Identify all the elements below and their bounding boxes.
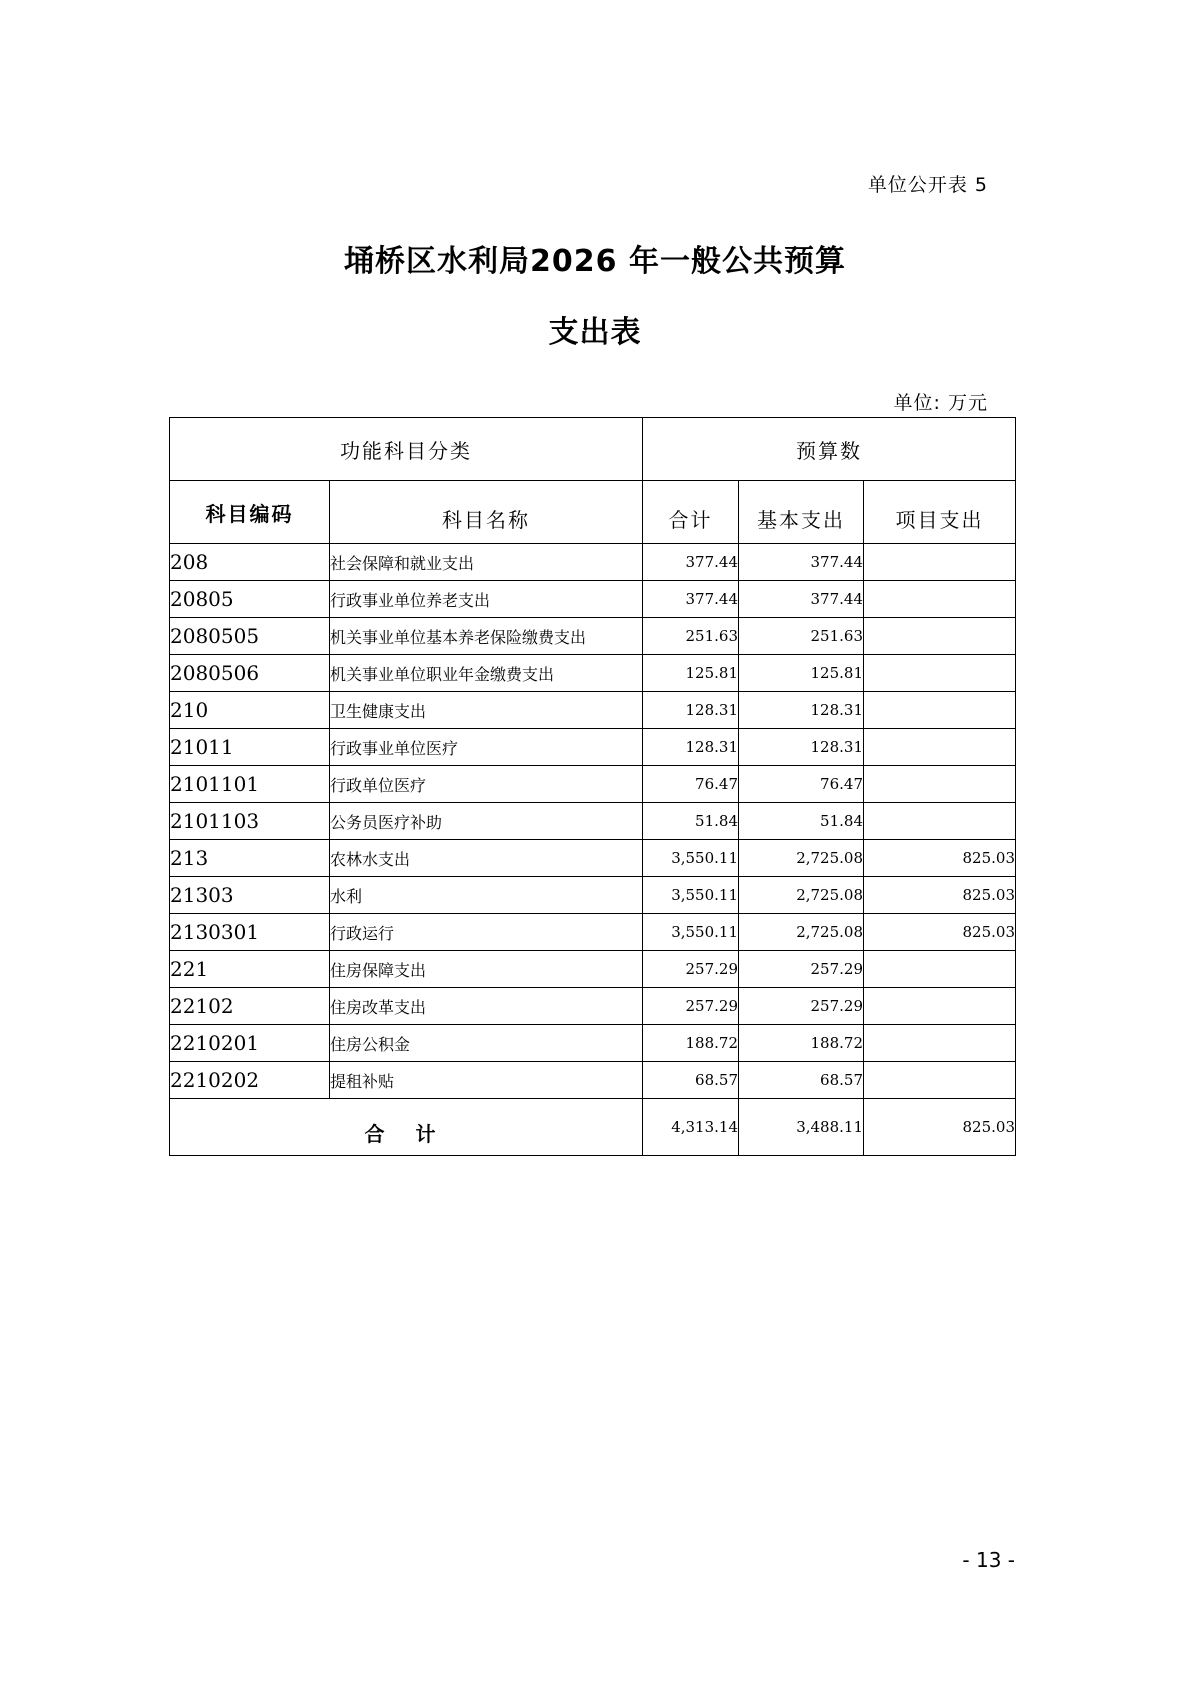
- row-total: 377.44: [643, 581, 739, 618]
- row-basic: 76.47: [739, 766, 864, 803]
- row-total: 51.84: [643, 803, 739, 840]
- row-code: 213: [170, 840, 330, 877]
- row-code: 208: [170, 544, 330, 581]
- table-row: [170, 766, 1016, 803]
- row-total: 188.72: [643, 1025, 739, 1062]
- row-total: 251.63: [643, 618, 739, 655]
- row-name: 住房保障支出: [330, 951, 643, 988]
- total-column-header: 合计: [643, 481, 739, 544]
- row-total: 3,550.11: [643, 914, 739, 951]
- table-row: [170, 803, 1016, 840]
- row-project: [864, 729, 1016, 766]
- row-total: 377.44: [643, 544, 739, 581]
- row-name: 公务员医疗补助: [330, 803, 643, 840]
- row-code: 2101103: [170, 803, 330, 840]
- row-basic: 128.31: [739, 692, 864, 729]
- table-row: [170, 618, 1016, 655]
- row-total: 3,550.11: [643, 840, 739, 877]
- row-name: 住房改革支出: [330, 988, 643, 1025]
- table-row: [170, 581, 1016, 618]
- total-amount: 4,313.14: [643, 1099, 739, 1156]
- row-project: [864, 766, 1016, 803]
- table-row: [170, 840, 1016, 877]
- row-total: 128.31: [643, 729, 739, 766]
- row-project: [864, 544, 1016, 581]
- row-code: 21011: [170, 729, 330, 766]
- row-code: 2080506: [170, 655, 330, 692]
- row-basic: 257.29: [739, 951, 864, 988]
- row-project: 825.03: [864, 840, 1016, 877]
- row-basic: 377.44: [739, 581, 864, 618]
- row-project: [864, 618, 1016, 655]
- total-row: [170, 1099, 1016, 1156]
- row-total: 128.31: [643, 692, 739, 729]
- table-row: [170, 729, 1016, 766]
- row-code: 21303: [170, 877, 330, 914]
- table-row: [170, 1025, 1016, 1062]
- row-basic: 377.44: [739, 544, 864, 581]
- row-code: 2080505: [170, 618, 330, 655]
- table-row: [170, 544, 1016, 581]
- table-row: [170, 951, 1016, 988]
- row-total: 76.47: [643, 766, 739, 803]
- row-code: 22102: [170, 988, 330, 1025]
- row-total: 68.57: [643, 1062, 739, 1099]
- row-name: 机关事业单位职业年金缴费支出: [330, 655, 643, 692]
- total-label: 合 计: [170, 1099, 643, 1156]
- page-subtitle: 支出表: [548, 315, 642, 350]
- row-basic: 251.63: [739, 618, 864, 655]
- row-basic: 128.31: [739, 729, 864, 766]
- budget-table: [169, 417, 1016, 1156]
- row-name: 农林水支出: [330, 840, 643, 877]
- code-column-header: 科目编码: [170, 481, 330, 544]
- row-basic: 2,725.08: [739, 840, 864, 877]
- row-total: 3,550.11: [643, 877, 739, 914]
- table-row: [170, 692, 1016, 729]
- table-row: [170, 988, 1016, 1025]
- row-project: [864, 1025, 1016, 1062]
- unit-label: 单位: 万元: [893, 392, 988, 414]
- row-project: [864, 655, 1016, 692]
- page-number: - 13 -: [962, 1548, 1015, 1572]
- group-header-row: [170, 418, 1016, 481]
- row-name: 行政运行: [330, 914, 643, 951]
- row-name: 行政单位医疗: [330, 766, 643, 803]
- name-column-header: 科目名称: [330, 481, 643, 544]
- row-name: 行政事业单位医疗: [330, 729, 643, 766]
- row-name: 卫生健康支出: [330, 692, 643, 729]
- row-project: 825.03: [864, 877, 1016, 914]
- table-row: [170, 914, 1016, 951]
- row-code: 221: [170, 951, 330, 988]
- row-name: 机关事业单位基本养老保险缴费支出: [330, 618, 643, 655]
- row-basic: 188.72: [739, 1025, 864, 1062]
- project-column-header: 项目支出: [864, 481, 1016, 544]
- row-code: 210: [170, 692, 330, 729]
- category-group-header: 功能科目分类: [170, 418, 643, 481]
- page-title: 埇桥区水利局2026 年一般公共预算: [344, 244, 846, 279]
- table-row: [170, 1062, 1016, 1099]
- row-basic: 2,725.08: [739, 877, 864, 914]
- row-basic: 125.81: [739, 655, 864, 692]
- row-code: 2210202: [170, 1062, 330, 1099]
- row-code: 2101101: [170, 766, 330, 803]
- total-basic: 3,488.11: [739, 1099, 864, 1156]
- row-code: 2130301: [170, 914, 330, 951]
- table-row: [170, 877, 1016, 914]
- row-name: 社会保障和就业支出: [330, 544, 643, 581]
- row-project: 825.03: [864, 914, 1016, 951]
- row-total: 257.29: [643, 988, 739, 1025]
- row-project: [864, 803, 1016, 840]
- total-project: 825.03: [864, 1099, 1016, 1156]
- row-basic: 51.84: [739, 803, 864, 840]
- row-name: 住房公积金: [330, 1025, 643, 1062]
- row-project: [864, 692, 1016, 729]
- column-header-row: [170, 481, 1016, 544]
- row-total: 257.29: [643, 951, 739, 988]
- row-code: 2210201: [170, 1025, 330, 1062]
- row-project: [864, 581, 1016, 618]
- budget-group-header: 预算数: [643, 418, 1016, 481]
- row-name: 水利: [330, 877, 643, 914]
- row-basic: 68.57: [739, 1062, 864, 1099]
- form-number: 单位公开表 5: [867, 174, 988, 196]
- row-basic: 257.29: [739, 988, 864, 1025]
- row-project: [864, 1062, 1016, 1099]
- table-row: [170, 655, 1016, 692]
- row-name: 提租补贴: [330, 1062, 643, 1099]
- row-project: [864, 988, 1016, 1025]
- row-total: 125.81: [643, 655, 739, 692]
- row-name: 行政事业单位养老支出: [330, 581, 643, 618]
- row-code: 20805: [170, 581, 330, 618]
- row-basic: 2,725.08: [739, 914, 864, 951]
- row-project: [864, 951, 1016, 988]
- basic-column-header: 基本支出: [739, 481, 864, 544]
